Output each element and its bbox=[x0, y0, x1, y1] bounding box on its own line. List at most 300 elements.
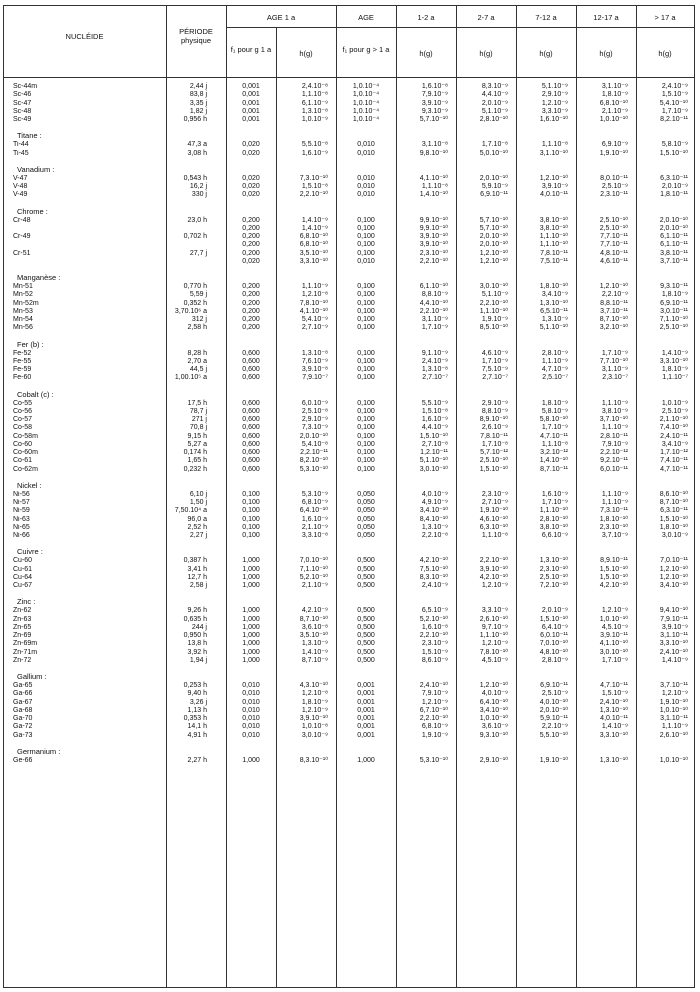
f1-value: 1,000 bbox=[357, 756, 375, 764]
dose-value: 4,8.10⁻¹¹ bbox=[600, 249, 628, 257]
half-life: 2,58 j bbox=[189, 582, 207, 589]
nuclide-name bbox=[13, 632, 163, 640]
f1-value: 0,010 bbox=[242, 682, 260, 689]
dose-value: 2,3.10⁻⁹ bbox=[481, 490, 508, 498]
dose-value: 8,3.10⁻¹⁰ bbox=[299, 756, 328, 764]
dose-value: 7,7.10⁻¹¹ bbox=[600, 233, 628, 240]
f1-value: 0,500 bbox=[357, 632, 375, 639]
dose-value: 6,5.10⁻¹¹ bbox=[540, 307, 568, 315]
dose-value: 1,0.10⁻⁸ bbox=[301, 723, 328, 731]
nuclide-label: Cr-51 bbox=[13, 249, 31, 257]
half-life: 3,08 h bbox=[187, 149, 207, 157]
f1-value: 0,001 bbox=[357, 690, 375, 698]
nuclide-label: Ni-66 bbox=[13, 532, 30, 539]
nuclide-name bbox=[13, 324, 163, 332]
dose-value: 6,8.10⁻¹⁰ bbox=[299, 241, 328, 249]
half-life: 83,8 j bbox=[189, 91, 207, 99]
f1-value: 0,100 bbox=[357, 307, 375, 315]
f1-value: 0,200 bbox=[242, 324, 260, 332]
dose-value: 8,7.10⁻⁹ bbox=[301, 656, 328, 664]
dose-value: 2,4.10⁻⁸ bbox=[301, 83, 328, 90]
f1-value: 0,020 bbox=[242, 141, 260, 149]
dose-value: 1,2.10⁻¹¹ bbox=[420, 449, 448, 456]
f1-value: 0,100 bbox=[242, 499, 260, 506]
f1-value: 0,001 bbox=[357, 706, 375, 714]
f1-value: 0,200 bbox=[242, 291, 260, 299]
dose-value: 5,2.10⁻¹⁰ bbox=[419, 615, 448, 623]
dose-value: 8,5.10⁻¹⁰ bbox=[479, 324, 508, 332]
nuclide-label: Ni-57 bbox=[13, 499, 30, 506]
dose-value: 1,8.10⁻⁹ bbox=[541, 399, 568, 407]
dose-value: 2,1.10⁻⁹ bbox=[301, 523, 328, 531]
nuclide-label: Fe-52 bbox=[13, 349, 32, 357]
dose-value: 4,8.10⁻¹⁰ bbox=[539, 648, 568, 656]
dose-value: 7,7.10⁻¹⁰ bbox=[599, 357, 628, 365]
dose-value: 1,2.10⁻¹⁰ bbox=[479, 249, 508, 257]
dose-value: 1,3.10⁻⁸ bbox=[421, 366, 448, 373]
half-life: 5,59 j bbox=[189, 291, 207, 299]
dose-value: 5,9.10⁻¹¹ bbox=[540, 715, 568, 722]
dose-value: 1,1.10⁻⁹ bbox=[601, 490, 628, 498]
nuclide-name bbox=[13, 374, 163, 382]
nuclide-label: Mn-52m bbox=[13, 299, 39, 307]
group-label: Vanadium : bbox=[17, 164, 55, 174]
group-label: Germanium : bbox=[17, 746, 61, 756]
dose-value: 5,0.10⁻¹⁰ bbox=[479, 149, 508, 157]
dose-value: 5,1.10⁻⁹ bbox=[481, 291, 508, 299]
dose-value: 9,3.10⁻⁹ bbox=[421, 107, 448, 115]
dose-value: 7,9.10⁻⁹ bbox=[421, 690, 448, 698]
f1-value: 0,500 bbox=[357, 557, 375, 565]
nuclide-name bbox=[13, 524, 163, 532]
f1-value: 1,0.10⁻⁴ bbox=[352, 107, 380, 115]
dose-value: 9,9.10⁻¹⁰ bbox=[419, 216, 448, 224]
nuclide-label: Ga-67 bbox=[13, 698, 33, 706]
nuclide-name bbox=[13, 657, 163, 665]
nuclide-name bbox=[13, 640, 163, 648]
dose-value: 3,1.10⁻⁹ bbox=[421, 316, 448, 323]
nuclide-label: Ni-56 bbox=[13, 490, 30, 498]
f1-value: 0,100 bbox=[357, 249, 375, 257]
half-life: 6,10 j bbox=[189, 490, 207, 498]
dose-value: 2,6.10⁻¹⁰ bbox=[479, 615, 508, 623]
dose-value: 1,7.10⁻⁹ bbox=[541, 424, 568, 432]
nuclide-name bbox=[13, 408, 163, 416]
header-nuclide: NUCLÉIDE bbox=[65, 32, 104, 41]
dose-value: 5,1.10⁻¹⁰ bbox=[539, 324, 568, 332]
f1-value: 0,500 bbox=[357, 623, 375, 631]
dose-value: 2,9.10⁻⁹ bbox=[541, 91, 568, 99]
dose-value: 2,4.10⁻⁹ bbox=[661, 83, 688, 90]
half-life: 330 j bbox=[191, 191, 207, 199]
dose-value: 2,2.10⁻⁹ bbox=[541, 723, 568, 731]
f1-value: 0,001 bbox=[242, 107, 260, 115]
f1-value: 0,001 bbox=[357, 723, 375, 731]
dose-value: 2,4.10⁻¹⁰ bbox=[659, 648, 688, 656]
f1-value: 0,200 bbox=[242, 307, 260, 315]
dose-value: 1,1.10⁻¹⁰ bbox=[479, 632, 508, 639]
dose-value: 1,0.10⁻⁹ bbox=[301, 116, 328, 123]
nuclide-label: Sc-47 bbox=[13, 99, 32, 107]
dose-value: 5,5.10⁻⁹ bbox=[421, 399, 448, 407]
dose-value: 7,3.10⁻¹⁰ bbox=[299, 174, 328, 182]
nuclide-label: Co-62m bbox=[13, 465, 38, 473]
dose-value: 8,3.10⁻¹⁰ bbox=[419, 573, 448, 581]
nuclide-name bbox=[13, 358, 163, 366]
dose-value: 2,3.10⁻¹⁰ bbox=[539, 565, 568, 573]
dose-value: 2,5.10⁻⁹ bbox=[601, 183, 628, 190]
dose-value: 1,7.10⁻⁸ bbox=[481, 440, 508, 448]
nuclide-name bbox=[13, 183, 163, 191]
nuclide-name bbox=[13, 682, 163, 690]
nuclide-label bbox=[13, 258, 14, 265]
dose-value: 4,2.10⁻¹⁰ bbox=[479, 573, 508, 581]
dose-value: 6,4.10⁻¹⁰ bbox=[299, 507, 328, 515]
dose-value: 3,4.10⁻¹⁰ bbox=[479, 706, 508, 714]
dose-value: 2,4.10⁻⁹ bbox=[421, 357, 448, 365]
dose-value: 3,1.10⁻¹¹ bbox=[660, 715, 688, 722]
dose-value: 9,2.10⁻¹¹ bbox=[600, 457, 628, 465]
dose-value: 3,8.10⁻¹⁰ bbox=[539, 224, 568, 232]
dose-value: 1,1.10⁻⁸ bbox=[481, 532, 508, 539]
dose-value: 3,7.10⁻⁹ bbox=[601, 532, 628, 539]
f1-value: 0,600 bbox=[242, 416, 260, 423]
dose-value: 3,8.10⁻¹¹ bbox=[660, 249, 688, 257]
nuclide-label: Zn-65 bbox=[13, 623, 32, 631]
dose-value: 7,2.10⁻¹⁰ bbox=[539, 582, 568, 589]
dose-value: 8,4.10⁻¹⁰ bbox=[419, 515, 448, 523]
dose-value: 4,7.10⁻¹¹ bbox=[540, 432, 568, 440]
f1-value: 0,200 bbox=[242, 316, 260, 323]
dose-value: 1,4.10⁻¹⁰ bbox=[419, 191, 448, 199]
nuclide-name bbox=[13, 283, 163, 291]
dose-value: 3,9.10⁻¹¹ bbox=[600, 632, 628, 639]
dose-value: 6,4.10⁻⁹ bbox=[541, 623, 568, 631]
half-life: 3,41 h bbox=[187, 565, 207, 573]
f1-value: 0,050 bbox=[357, 507, 375, 515]
dose-value: 4,3.10⁻¹⁰ bbox=[299, 682, 328, 689]
dose-value: 2,7.10⁻⁷ bbox=[422, 374, 448, 382]
dose-value: 1,1.10⁻⁹ bbox=[601, 424, 628, 432]
half-life: 271 j bbox=[191, 416, 207, 423]
header-age-1-2: 1-2 a bbox=[417, 13, 435, 22]
group-label: Manganèse : bbox=[17, 273, 61, 282]
nuclide-label: Zn-62 bbox=[13, 607, 32, 615]
half-life: 2,27 j bbox=[189, 532, 207, 539]
dose-value: 6,5.10⁻⁹ bbox=[421, 607, 448, 615]
dose-value: 1,0.10⁻¹⁰ bbox=[599, 615, 628, 623]
dose-value: 7,5.10⁻¹¹ bbox=[540, 257, 568, 265]
dose-value: 1,2.10⁻¹⁰ bbox=[479, 257, 508, 265]
nuclide-name bbox=[13, 316, 163, 324]
nuclide-label: V-47 bbox=[13, 174, 28, 182]
dose-value: 3,7.10⁻¹¹ bbox=[660, 682, 688, 689]
nuclide-name bbox=[13, 424, 163, 432]
dose-value: 1,1.10⁻⁷ bbox=[662, 374, 688, 382]
nuclide-label: Ga-68 bbox=[13, 706, 33, 714]
f1-value: 0,100 bbox=[242, 515, 260, 523]
dose-value: 1,9.10⁻¹⁰ bbox=[479, 507, 508, 515]
nuclide-label: Mn-56 bbox=[13, 324, 33, 332]
dose-value: 3,7.10⁻¹¹ bbox=[600, 307, 628, 315]
nuclide-label: Fe-59 bbox=[13, 366, 32, 373]
dose-value: 2,0.10⁻⁹ bbox=[661, 183, 688, 190]
dose-value: 3,8.10⁻⁹ bbox=[601, 407, 628, 415]
f1-value: 1,000 bbox=[242, 648, 260, 656]
header-hg: h(g) bbox=[599, 49, 613, 58]
dose-value: 8,9.10⁻¹⁰ bbox=[479, 416, 508, 423]
dose-value: 1,8.10⁻⁹ bbox=[661, 366, 688, 373]
nuclide-label: Cr-48 bbox=[13, 216, 31, 224]
dose-value: 7,5.10⁻⁹ bbox=[481, 366, 508, 373]
dose-value: 1,4.10⁻¹⁰ bbox=[539, 457, 568, 465]
dose-value: 3,3.10⁻⁸ bbox=[301, 532, 328, 539]
f1-value: 0,010 bbox=[242, 706, 260, 714]
f1-value: 0,020 bbox=[242, 149, 260, 157]
dose-value: 4,6.10⁻⁹ bbox=[481, 349, 508, 357]
half-life: 78,7 j bbox=[189, 407, 207, 415]
dose-value: 2,2.10⁻¹⁰ bbox=[419, 307, 448, 315]
dose-value: 1,6.10⁻⁸ bbox=[421, 83, 448, 90]
dose-value: 4,0.10⁻⁹ bbox=[421, 490, 448, 498]
half-life: 0,950 h bbox=[183, 632, 207, 639]
half-life: 0,387 h bbox=[183, 557, 207, 565]
nuclide-label: Co-60 bbox=[13, 440, 33, 448]
dose-value: 1,4.10⁻⁹ bbox=[601, 723, 628, 731]
dose-value: 1,9.10⁻⁹ bbox=[481, 316, 508, 323]
dose-value: 1,4.10⁻⁹ bbox=[301, 216, 328, 224]
dose-value: 3,1.10⁻¹¹ bbox=[660, 632, 688, 639]
half-life: 1,50 j bbox=[189, 499, 207, 506]
dose-value: 3,9.10⁻¹⁰ bbox=[419, 233, 448, 240]
dose-value: 1,5.10⁻¹⁰ bbox=[659, 515, 688, 523]
dose-value: 2,2.10⁻⁹ bbox=[601, 291, 628, 299]
f1-value: 0,100 bbox=[357, 407, 375, 415]
dose-value: 7,3.10⁻⁹ bbox=[301, 424, 328, 432]
f1-value: 0,500 bbox=[357, 565, 375, 573]
half-life: 312 j bbox=[191, 316, 207, 323]
dose-value: 5,3.10⁻¹⁰ bbox=[419, 756, 448, 764]
f1-value: 1,0.10⁻⁴ bbox=[352, 91, 380, 99]
dose-value: 7,1.10⁻¹⁰ bbox=[299, 565, 328, 573]
nuclide-name bbox=[13, 757, 163, 765]
dose-value: 2,9.10⁻⁹ bbox=[481, 399, 508, 407]
dose-value: 9,3.10⁻¹¹ bbox=[660, 283, 688, 290]
dose-value: 1,8.10⁻¹⁰ bbox=[659, 523, 688, 531]
f1-value: 1,000 bbox=[242, 756, 260, 764]
nuclide-name bbox=[13, 291, 163, 299]
half-life: 4,91 h bbox=[187, 731, 207, 739]
half-life: 96,0 a bbox=[187, 515, 207, 523]
dose-value: 6,0.10⁻⁹ bbox=[301, 399, 328, 407]
nuclide-label bbox=[13, 225, 14, 232]
f1-value: 0,100 bbox=[357, 449, 375, 456]
dose-value: 4,0.10⁻¹⁰ bbox=[539, 698, 568, 706]
dose-value: 6,9.10⁻⁹ bbox=[601, 141, 628, 149]
nuclide-label: Mn-53 bbox=[13, 307, 33, 315]
dose-value: 1,3.10⁻¹⁰ bbox=[599, 706, 628, 714]
dose-value: 2,1.10⁻¹⁰ bbox=[659, 416, 688, 423]
dose-value: 5,1.10⁻⁹ bbox=[481, 107, 508, 115]
half-life: 3,26 j bbox=[189, 698, 207, 706]
dose-value: 1,0.10⁻¹⁰ bbox=[599, 116, 628, 123]
dose-value: 3,9.10⁻⁹ bbox=[541, 183, 568, 190]
f1-value: 0,100 bbox=[242, 490, 260, 498]
nuclide-name bbox=[13, 191, 163, 199]
dose-value: 2,0.10⁻¹⁰ bbox=[299, 432, 328, 440]
dose-value: 1,6.10⁻⁹ bbox=[301, 149, 328, 157]
dose-value: 3,9.10⁻¹⁰ bbox=[419, 241, 448, 249]
nuclide-label: Co-60m bbox=[13, 449, 38, 456]
nuclide-name bbox=[13, 258, 163, 266]
dose-value: 2,3.10⁻¹⁰ bbox=[419, 249, 448, 257]
f1-value: 0,010 bbox=[357, 257, 375, 265]
dose-value: 6,8.10⁻¹⁰ bbox=[599, 99, 628, 107]
nuclide-label: Cu-64 bbox=[13, 573, 33, 581]
dose-value: 1,6.10⁻⁹ bbox=[301, 515, 328, 523]
f1-value: 0,600 bbox=[242, 357, 260, 365]
dose-value: 2,0.10⁻¹⁰ bbox=[479, 233, 508, 240]
half-life: 9,26 h bbox=[187, 607, 207, 615]
nuclide-name bbox=[13, 499, 163, 507]
group-label: Nickel : bbox=[17, 480, 42, 490]
dose-value: 1,5.10⁻⁹ bbox=[601, 690, 628, 698]
half-life: 1,13 h bbox=[187, 706, 207, 714]
dose-value: 2,0.10⁻⁹ bbox=[481, 99, 508, 107]
dose-value: 3,9.10⁻¹⁰ bbox=[479, 565, 508, 573]
f1-value: 0,001 bbox=[242, 99, 260, 107]
f1-value: 1,000 bbox=[242, 656, 260, 664]
dose-value: 2,2.10⁻¹⁰ bbox=[419, 632, 448, 639]
dose-value: 2,0.10⁻⁹ bbox=[541, 607, 568, 615]
nuclide-name bbox=[13, 225, 163, 233]
half-life: 2,52 h bbox=[187, 523, 207, 531]
nuclide-label: Cu-60 bbox=[13, 557, 33, 565]
dose-value: 2,8.10⁻⁹ bbox=[541, 349, 568, 357]
f1-value: 0,020 bbox=[242, 183, 260, 190]
f1-value: 0,200 bbox=[242, 283, 260, 290]
nuclide-label: Zn-69m bbox=[13, 640, 38, 648]
dose-value: 1,2.10⁻¹⁰ bbox=[599, 283, 628, 290]
f1-value: 0,100 bbox=[357, 224, 375, 232]
f1-value: 0,100 bbox=[242, 532, 260, 539]
nuclide-name bbox=[13, 100, 163, 108]
dose-value: 1,6.10⁻⁸ bbox=[421, 623, 448, 631]
dose-value: 1,2.10⁻⁹ bbox=[301, 706, 328, 714]
f1-value: 1,0.10⁻⁴ bbox=[352, 99, 380, 107]
dose-value: 1,1.10⁻¹⁰ bbox=[539, 507, 568, 515]
dose-value: 4,4.10⁻⁹ bbox=[421, 424, 448, 432]
dose-value: 5,2.10⁻¹⁰ bbox=[299, 573, 328, 581]
dose-value: 3,0.10⁻⁹ bbox=[301, 731, 328, 739]
half-life: 0,352 h bbox=[183, 299, 207, 307]
dose-value: 6,8.10⁻⁹ bbox=[301, 499, 328, 506]
dose-value: 8,7.10⁻¹¹ bbox=[540, 465, 568, 473]
dose-value: 2,8.10⁻¹⁰ bbox=[539, 515, 568, 523]
dose-value: 7,5.10⁻¹⁰ bbox=[419, 565, 448, 573]
dose-value: 1,5.10⁻¹⁰ bbox=[419, 432, 448, 440]
dose-value: 2,2.10⁻¹⁰ bbox=[479, 557, 508, 565]
dose-value: 2,3.10⁻¹⁰ bbox=[599, 523, 628, 531]
dose-value: 5,1.10⁻¹⁰ bbox=[419, 457, 448, 465]
dose-value: 7,9.10⁻¹¹ bbox=[660, 615, 688, 623]
dose-value: 1,1.10⁻¹⁰ bbox=[539, 233, 568, 240]
header-period: PÉRIODE physique bbox=[179, 27, 213, 45]
dose-value: 3,4.10⁻⁹ bbox=[661, 440, 688, 448]
dose-value: 5,9.10⁻⁹ bbox=[481, 183, 508, 190]
dose-value: 1,1.10⁻⁸ bbox=[421, 183, 448, 190]
dose-value: 1,2.10⁻⁸ bbox=[301, 690, 328, 698]
half-life: 12,7 h bbox=[187, 573, 207, 581]
dose-value: 3,5.10⁻¹⁰ bbox=[299, 249, 328, 257]
f1-value: 0,100 bbox=[357, 349, 375, 357]
dose-value: 6,8.10⁻⁹ bbox=[421, 723, 448, 731]
f1-value: 0,600 bbox=[242, 399, 260, 407]
f1-value: 0,050 bbox=[357, 515, 375, 523]
f1-value: 0,050 bbox=[357, 523, 375, 531]
nuclide-name bbox=[13, 566, 163, 574]
dose-value: 1,3.10⁻¹⁰ bbox=[599, 756, 628, 764]
nuclide-name bbox=[13, 416, 163, 424]
group-label: Fer (b) : bbox=[17, 339, 44, 349]
nuclide-name bbox=[13, 732, 163, 740]
header-hg: h(g) bbox=[299, 49, 313, 58]
dose-value: 2,5.10⁻¹⁰ bbox=[479, 457, 508, 465]
f1-value: 0,100 bbox=[357, 233, 375, 240]
nuclide-label: Sc-48 bbox=[13, 107, 32, 115]
dose-value: 3,6.10⁻⁹ bbox=[481, 723, 508, 731]
dose-value: 8,2.10⁻¹¹ bbox=[660, 116, 688, 123]
nuclide-name bbox=[13, 150, 163, 158]
nuclide-name bbox=[13, 141, 163, 149]
nuclide-label: V-49 bbox=[13, 191, 28, 199]
f1-value: 0,500 bbox=[357, 648, 375, 656]
half-life: 244 j bbox=[191, 623, 207, 631]
f1-value: 0,001 bbox=[357, 698, 375, 706]
dose-value: 1,2.10⁻¹⁰ bbox=[659, 565, 688, 573]
dose-value: 3,3.10⁻⁹ bbox=[541, 107, 568, 115]
header-f1-over-1a: f₁ pour g > 1 a bbox=[342, 45, 390, 54]
header-age: AGE bbox=[358, 13, 374, 22]
header-hg: h(g) bbox=[419, 49, 433, 58]
dose-value: 2,2.10⁻⁸ bbox=[421, 532, 448, 539]
dose-value: 8,0.10⁻¹¹ bbox=[600, 174, 628, 182]
dose-value: 2,3.10⁻⁹ bbox=[421, 640, 448, 648]
nuclide-name bbox=[13, 574, 163, 582]
nuclide-label: Co-55 bbox=[13, 399, 33, 407]
f1-value: 0,200 bbox=[242, 233, 260, 240]
dose-value: 6,0.10⁻¹¹ bbox=[600, 465, 628, 473]
nuclide-name bbox=[13, 308, 163, 316]
dose-value: 7,4.10⁻¹⁰ bbox=[659, 424, 688, 432]
dose-value: 1,3.10⁻⁹ bbox=[421, 523, 448, 531]
f1-value: 0,010 bbox=[357, 183, 375, 190]
half-life: 0,770 h bbox=[183, 283, 207, 290]
nuclide-label: Sc-44m bbox=[13, 83, 38, 90]
header-f1-1a: f₁ pour g 1 a bbox=[230, 45, 272, 54]
dose-value: 1,3.10⁻⁸ bbox=[301, 107, 328, 115]
dose-value: 1,9.10⁻¹⁰ bbox=[659, 698, 688, 706]
dose-value: 1,7.10⁻⁹ bbox=[421, 324, 448, 332]
dose-value: 2,2.10⁻¹¹ bbox=[300, 449, 328, 456]
dose-value: 1,5.10⁻¹⁰ bbox=[539, 615, 568, 623]
f1-value: 0,100 bbox=[357, 416, 375, 423]
dose-value: 3,9.10⁻¹⁰ bbox=[299, 715, 328, 722]
f1-value: 0,100 bbox=[357, 283, 375, 290]
dose-value: 7,8.10⁻¹¹ bbox=[480, 432, 508, 440]
dose-value: 3,0.10⁻¹⁰ bbox=[599, 648, 628, 656]
dose-value: 7,8.10⁻¹⁰ bbox=[479, 648, 508, 656]
